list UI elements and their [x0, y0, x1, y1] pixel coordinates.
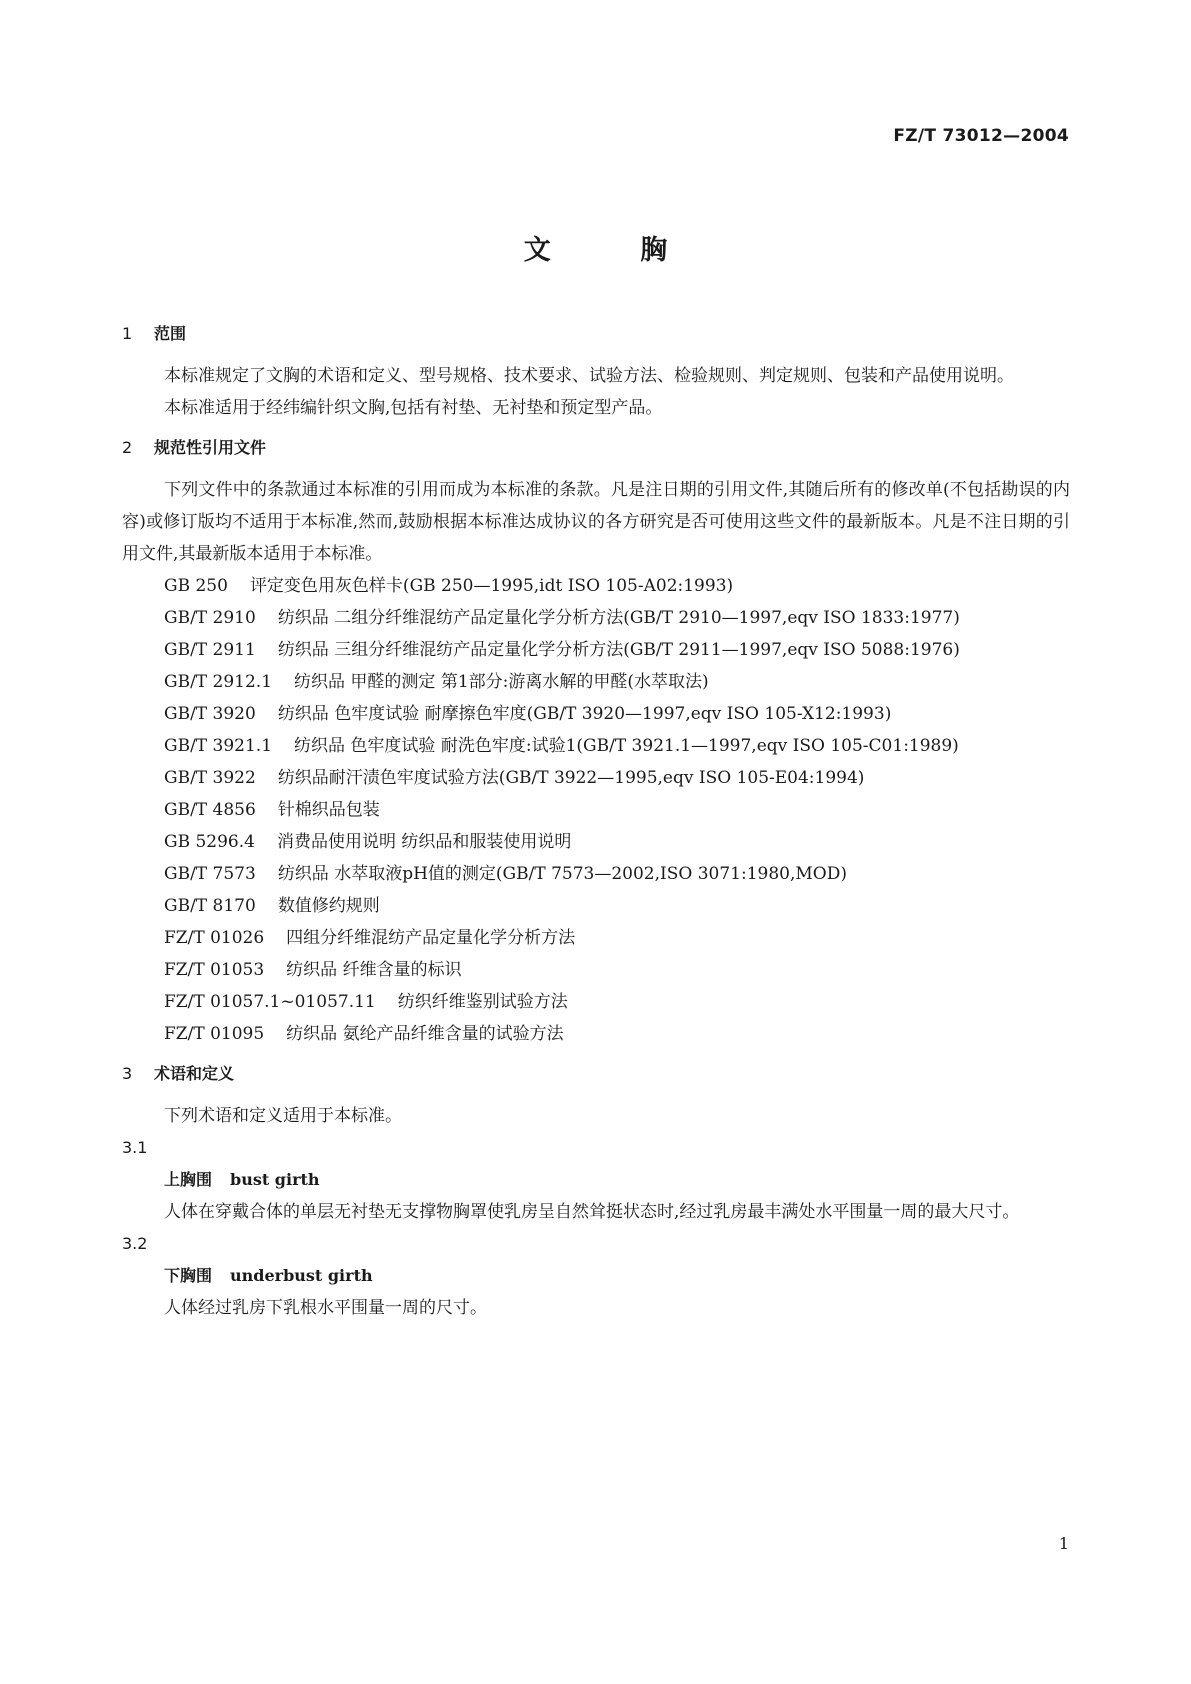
reference-item: [122, 1018, 1070, 1050]
document-body: [122, 324, 1070, 1324]
reference-code: FZ/T 01095: [164, 1024, 265, 1044]
reference-item: [122, 858, 1070, 890]
section-heading-normative-references: [122, 432, 1070, 464]
reference-item: [122, 954, 1070, 986]
reference-item: [122, 666, 1070, 698]
term-heading: [122, 1164, 1070, 1196]
section-title: 范围: [154, 324, 187, 343]
term-chinese: 下胸围: [164, 1266, 213, 1285]
paragraph: 下列术语和定义适用于本标准。: [164, 1106, 402, 1126]
section-number: 1: [122, 324, 133, 343]
reference-title: 纺织品 色牢度试验 耐摩擦色牢度(GB/T 3920—1997,eqv ISO 105-X12:1993): [277, 704, 892, 724]
reference-code: GB/T 4856: [164, 800, 256, 820]
reference-code: FZ/T 01053: [164, 960, 265, 980]
reference-title: 纺织品 水萃取液pH值的测定(GB/T 7573—2002,ISO 3071:1980,MOD): [277, 864, 847, 884]
term-list: [122, 1132, 1070, 1324]
term-heading: [122, 1260, 1070, 1292]
reference-code: GB/T 3920: [164, 704, 256, 724]
reference-title: 纺织品 三组分纤维混纺产品定量化学分析方法(GB/T 2911—1997,eqv ISO 5088:1976): [277, 640, 960, 660]
term-definition: 人体在穿戴合体的单层无衬垫无支撑物胸罩使乳房呈自然耸挺状态时,经过乳房最丰满处水平围量一周的最大尺寸。: [164, 1202, 1020, 1222]
reference-code: GB/T 3922: [164, 768, 256, 788]
reference-title: 纺织品 纤维含量的标识: [286, 960, 462, 980]
section-heading-scope: [122, 318, 1070, 350]
term-chinese: 上胸围: [164, 1170, 213, 1189]
reference-title: 数值修约规则: [277, 896, 380, 916]
reference-item: [122, 762, 1070, 794]
reference-title: 四组分纤维混纺产品定量化学分析方法: [286, 928, 576, 948]
term-definition: 人体经过乳房下乳根水平围量一周的尺寸。: [164, 1298, 487, 1318]
document-title: 文 胸: [523, 235, 708, 266]
reference-title: 评定变色用灰色样卡(GB 250—1995,idt ISO 105-A02:1993): [249, 576, 734, 596]
term-english: bust girth: [230, 1170, 320, 1189]
section-title: 规范性引用文件: [154, 438, 267, 457]
section-title: 术语和定义: [154, 1064, 235, 1083]
reference-code: GB 250: [164, 576, 228, 596]
reference-title: 纺织品 氨纶产品纤维含量的试验方法: [286, 1024, 564, 1044]
reference-code: GB/T 8170: [164, 896, 256, 916]
section-heading-terms-definitions: [122, 1058, 1070, 1090]
reference-item: [122, 602, 1070, 634]
reference-item: [122, 890, 1070, 922]
reference-title: 纺织品 二组分纤维混纺产品定量化学分析方法(GB/T 2910—1997,eqv ISO 1833:1977): [277, 608, 960, 628]
reference-title: 消费品使用说明 纺织品和服装使用说明: [276, 832, 572, 852]
reference-item: [122, 730, 1070, 762]
reference-item: [122, 986, 1070, 1018]
reference-title: 纺织品 甲醛的测定 第1部分:游离水解的甲醛(水萃取法): [294, 672, 709, 692]
reference-title: 纺织纤维鉴别试验方法: [397, 992, 568, 1012]
reference-code: FZ/T 01026: [164, 928, 265, 948]
reference-item: [122, 698, 1070, 730]
term-number: 3.1: [122, 1138, 148, 1157]
reference-item: [122, 570, 1070, 602]
reference-code: GB/T 2912.1: [164, 672, 273, 692]
paragraph: 本标准适用于经纬编针织文胸,包括有衬垫、无衬垫和预定型产品。: [164, 398, 663, 418]
reference-title: 针棉织品包装: [277, 800, 380, 820]
paragraph: 下列文件中的条款通过本标准的引用而成为本标准的条款。凡是注日期的引用文件,其随后所有的修改单(不包括勘误的内容)或修订版均不适用于本标准,然而,鼓励根据本标准达成协议的各方研究是否可使用这些文件的最新版本。凡是不注日期的引用文件,其最新版本适用于本标准。: [122, 480, 1070, 564]
term-number: 3.2: [122, 1234, 148, 1253]
reference-code: FZ/T 01057.1~01057.11: [164, 992, 376, 1012]
reference-item: [122, 794, 1070, 826]
reference-code: GB/T 2911: [164, 640, 256, 660]
reference-code: GB/T 7573: [164, 864, 256, 884]
reference-code: GB 5296.4: [164, 832, 255, 852]
reference-title: 纺织品 色牢度试验 耐洗色牢度:试验1(GB/T 3921.1—1997,eqv ISO 105-C01:1989): [294, 736, 959, 756]
reference-title: 纺织品耐汗渍色牢度试验方法(GB/T 3922—1995,eqv ISO 105-E04:1994): [277, 768, 865, 788]
reference-code: GB/T 2910: [164, 608, 256, 628]
page-number: 1: [1058, 1534, 1069, 1553]
reference-item: [122, 634, 1070, 666]
term-english: underbust girth: [230, 1266, 373, 1285]
reference-list: [122, 570, 1070, 1050]
standard-number: FZ/T 73012—2004: [893, 126, 1069, 146]
reference-item: [122, 826, 1070, 858]
reference-item: [122, 922, 1070, 954]
paragraph: 本标准规定了文胸的术语和定义、型号规格、技术要求、试验方法、检验规则、判定规则、包装和产品使用说明。: [164, 366, 1014, 386]
reference-code: GB/T 3921.1: [164, 736, 273, 756]
section-number: 2: [122, 438, 133, 457]
section-number: 3: [122, 1064, 133, 1083]
